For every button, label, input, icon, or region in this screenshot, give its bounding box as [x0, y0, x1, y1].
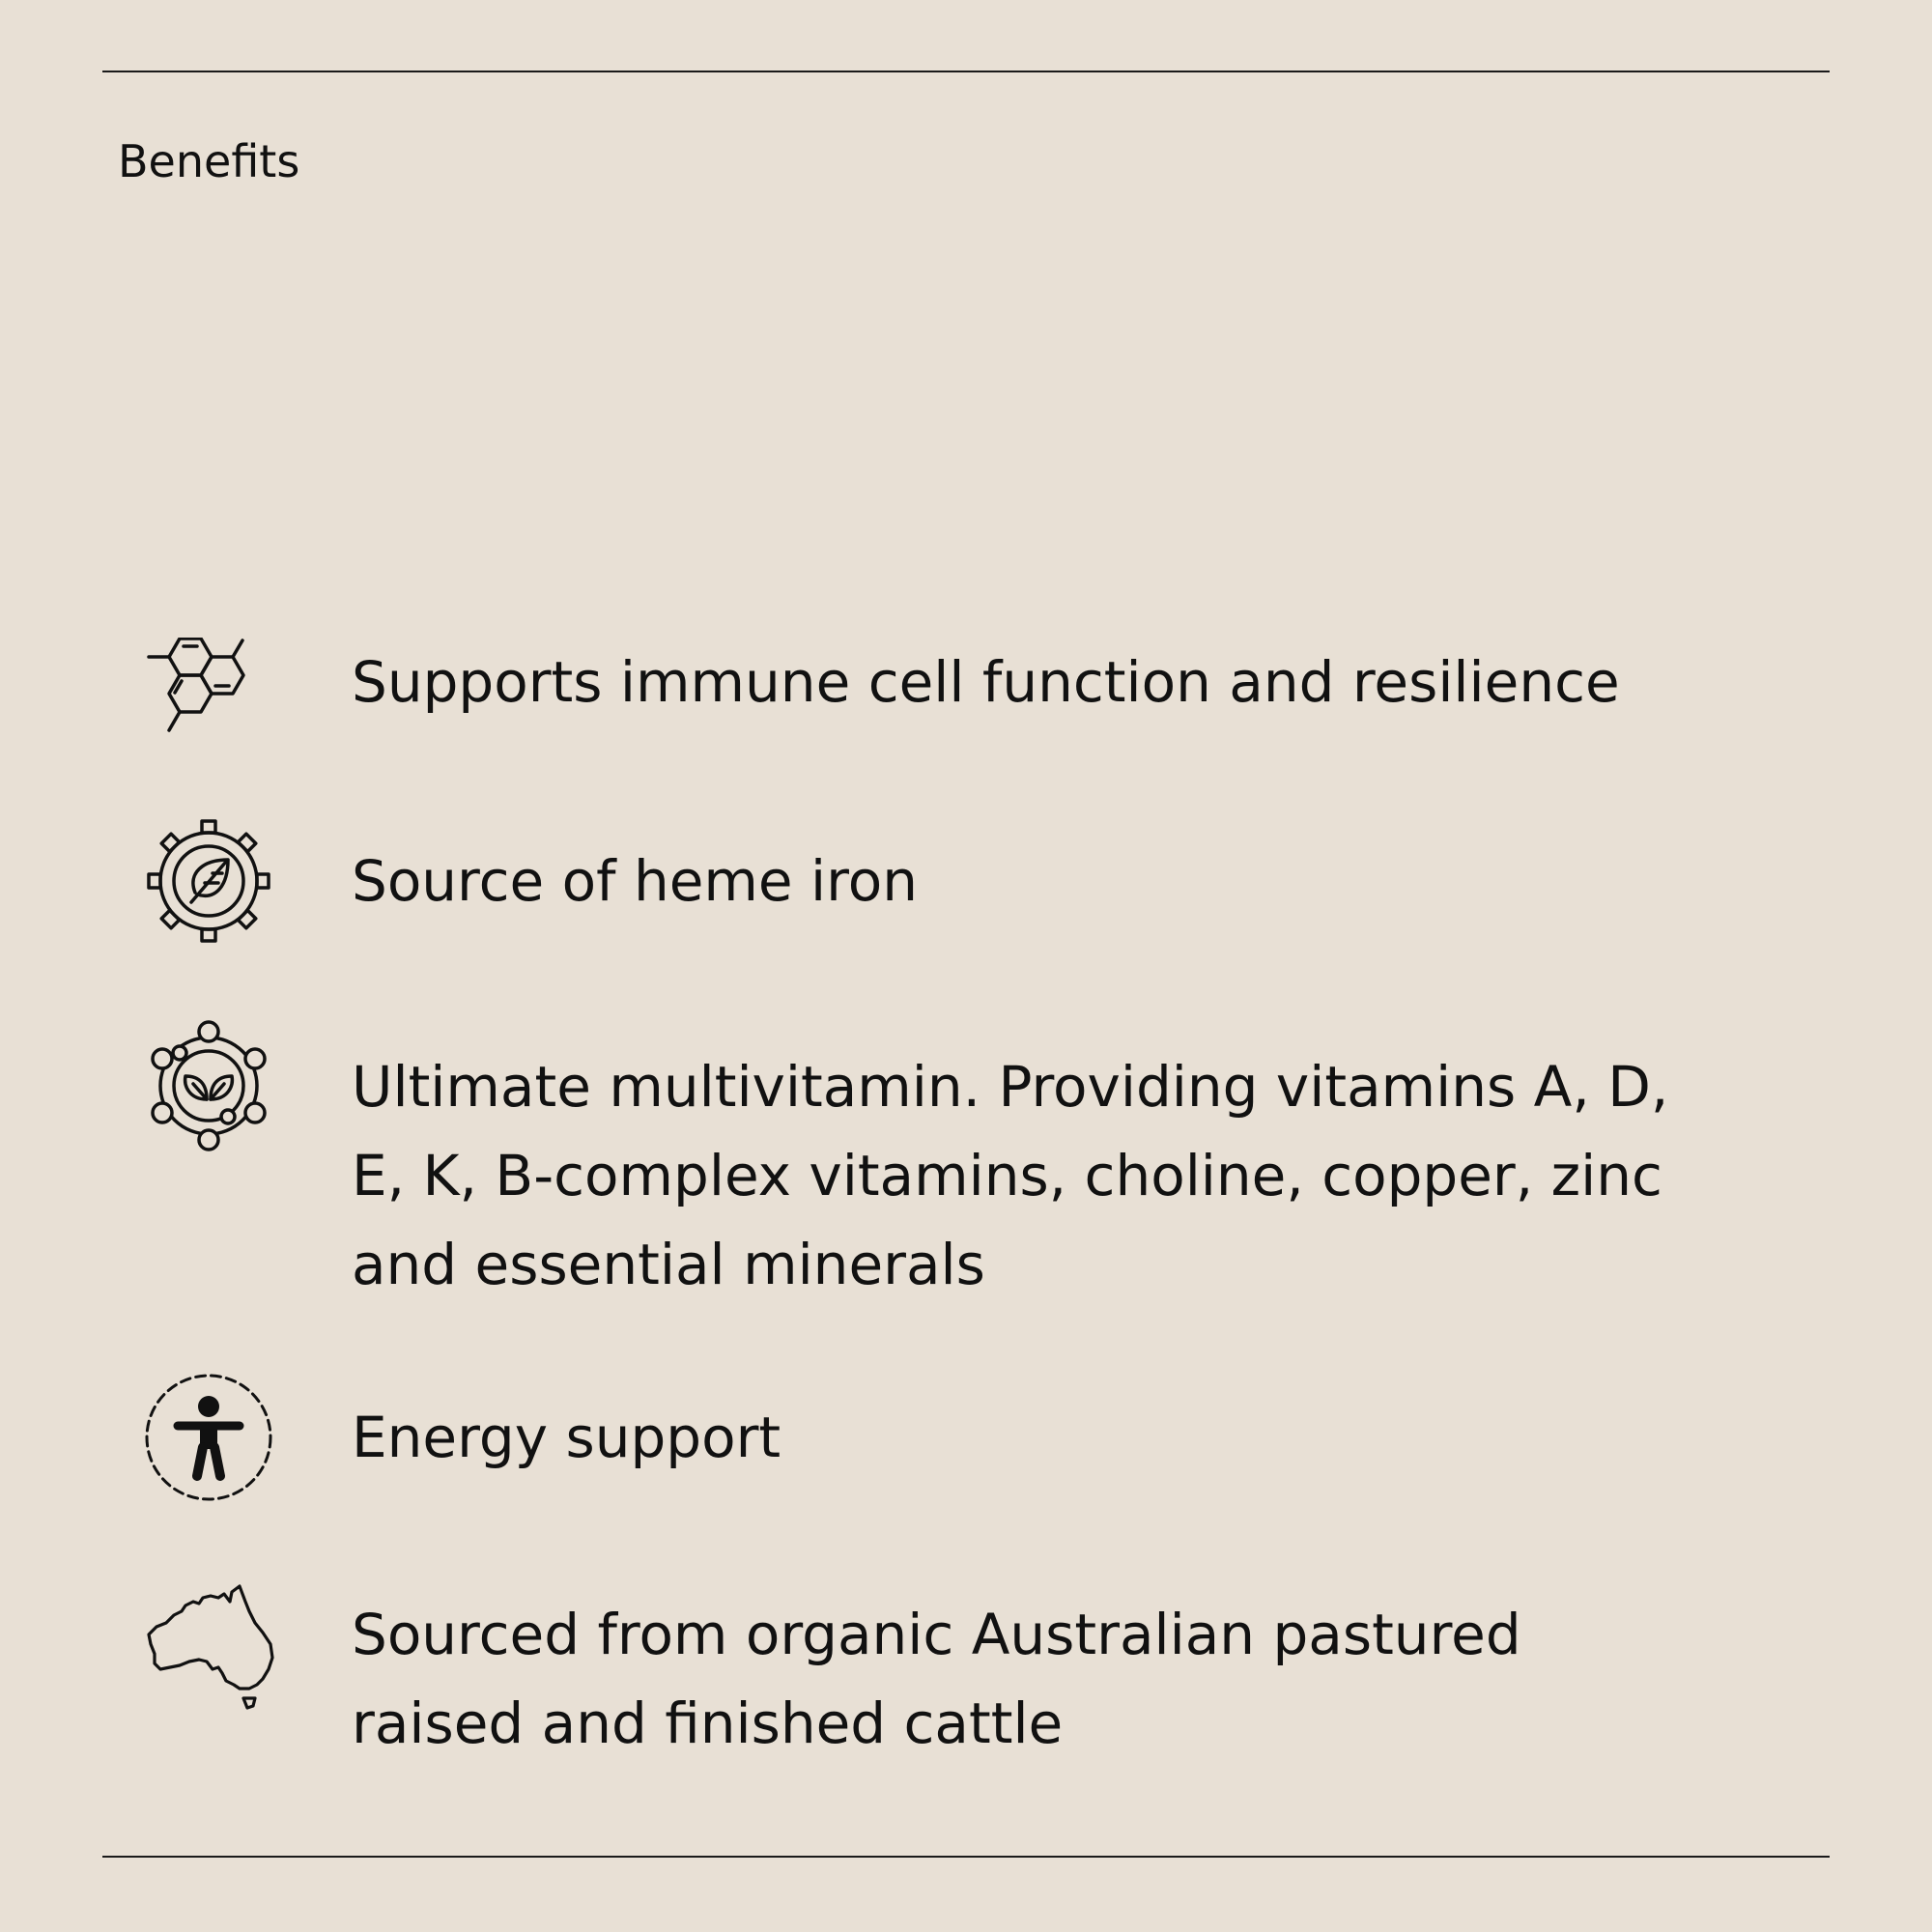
person-energy-icon [143, 1372, 274, 1503]
benefit-text: Supports immune cell function and resilience [352, 649, 1620, 715]
australia-map-icon [143, 1584, 274, 1716]
bottom-divider [102, 1856, 1830, 1858]
gear-leaf-icon [143, 815, 274, 947]
benefit-text: Ultimate multivitamin. Providing vitamins A, D, E, K, B-complex vitamins, choline, copper, zinc and essential minerals [352, 1054, 1669, 1297]
section-title: Benefits [118, 135, 300, 187]
nutrient-cycle-icon [143, 1020, 274, 1151]
benefit-text: Energy support [352, 1405, 781, 1470]
benefit-text: Source of heme iron [352, 848, 918, 914]
benefit-text: Sourced from organic Australian pastured raised and finished cattle [352, 1602, 1521, 1756]
molecule-icon [143, 638, 274, 769]
